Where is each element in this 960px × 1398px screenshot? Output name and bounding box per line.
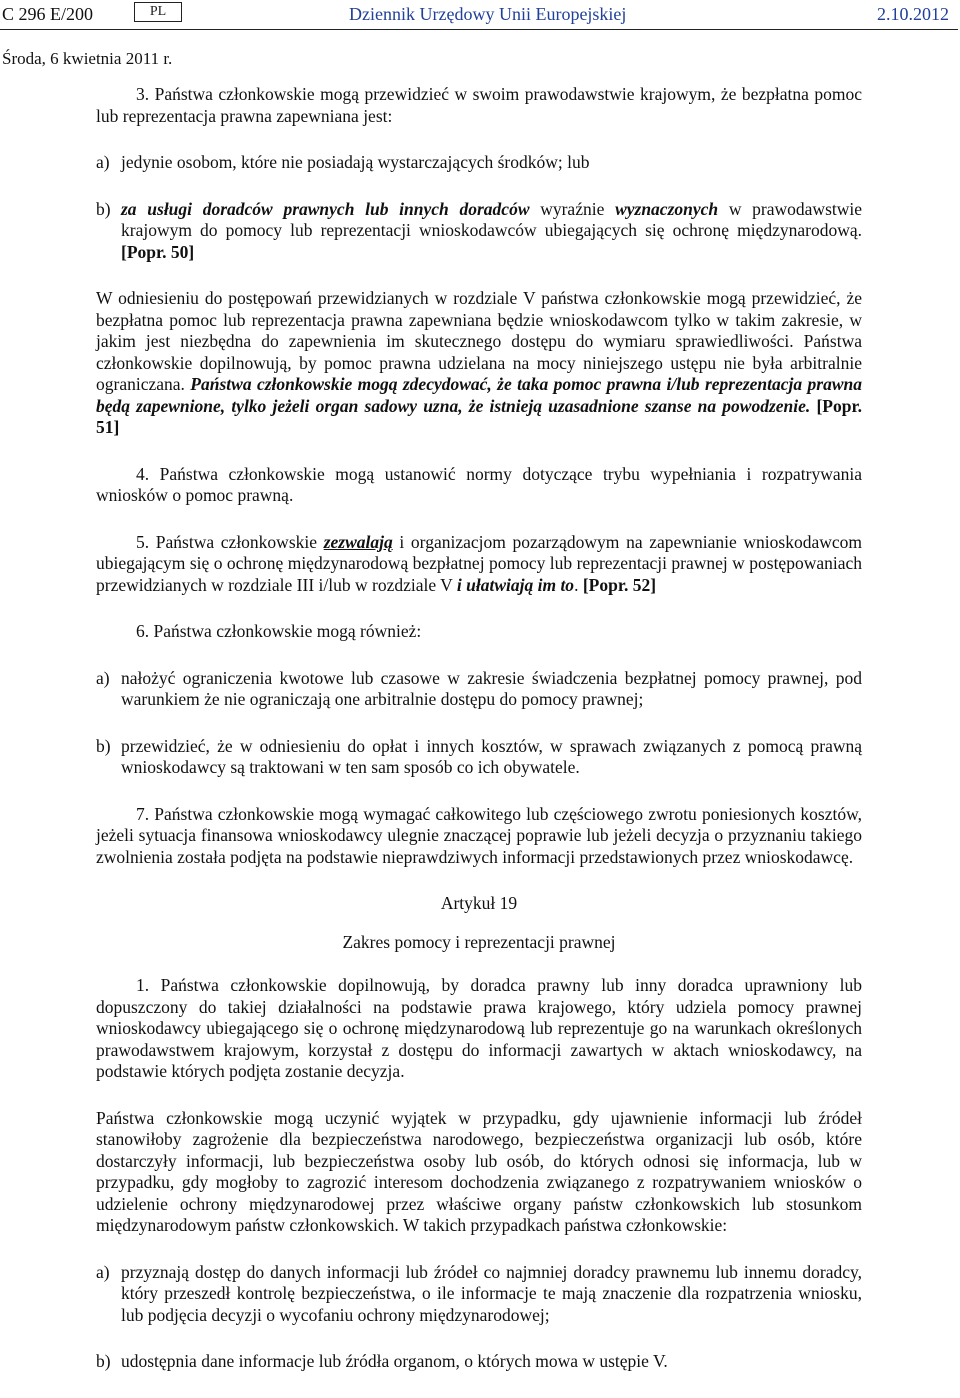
oj-series-code: C 296 E/200 <box>2 4 94 24</box>
point-text: nałożyć ograniczenia kwotowe lub czasowe w zakresie świadczenia bezpłatnej pomocy prawnej, pod warunkiem że nie ograniczają one arbitralnie dostępu do pomocy prawnej; <box>121 667 862 709</box>
paragraph-6-point-a <box>96 668 862 711</box>
point-label: b) <box>96 198 111 219</box>
article-19-point-a <box>96 1262 862 1327</box>
sitting-date: Środa, 6 kwietnia 2011 r. <box>2 49 173 68</box>
header-divider <box>0 29 958 30</box>
point-label: b) <box>96 1351 111 1371</box>
journal-title: Dziennik Urzędowy Unii Europejskiej <box>349 4 627 24</box>
amended-text: zezwalają <box>323 531 393 552</box>
paragraph-3-point-a <box>96 152 862 174</box>
point-label: a) <box>96 1261 110 1282</box>
point-text: jedynie osobom, które nie posiadają wystarczających środków; lub <box>121 152 590 172</box>
article-19-paragraph-1: 1. Państwa członkowskie dopilnowują, by doradca prawny lub inny doradca uprawniony lub dopuszczony do takiej działalności na podstawie prawa krajowego, który udziela pomocy prawnej wnioskodawcy ubiegającego się o ochronę międzynarodową lub reprezentuje go na warunkach określonych prawodawstwem krajowym, korzystał z dostępu do informacji zawartych w aktach wnioskodawcy, na podstawie których podjęta zostanie decyzja. <box>96 975 862 1081</box>
point-text: udostępnia dane informacje lub źródła organom, o których mowa w ustępie V. <box>121 1351 668 1371</box>
publication-date: 2.10.2012 <box>877 4 949 24</box>
paragraph-4: 4. Państwa członkowskie mogą ustanowić normy dotyczące trybu wypełniania i rozpatrywania wniosków o pomoc prawną. <box>96 463 862 505</box>
paragraph-3-subparagraph: W odniesieniu do postępowań przewidzianych w rozdziale V państwa członkowskie mogą przewidzieć, że bezpłatna pomoc lub reprezentacja prawna zapewniana będzie wnioskodawcom tylko w takim zakresie, w jakim jest niezbędna do zapewnienia im skutecznego dostępu do wymiaru sprawiedliwości. Państwa członkowskie dopilnowują, by pomoc prawna udzielana na mocy niniejszego ustępu nie była arbitralnie ograniczana. Państwa członkowskie mogą zdecydować, że taka pomoc prawna i/lub reprezentacja prawna będą zapewnione, tylko jeżeli organ sadowy uzna, że istnieją uzasadnione szanse na powodzenie. [Popr. 51] <box>96 288 862 437</box>
amended-text: i ułatwiają im to <box>456 574 575 595</box>
paragraph-3: 3. Państwa członkowskie mogą przewidzieć w swoim prawodawstwie krajowym, że bezpłatna pomoc lub reprezentacja prawna zapewniana jest: <box>96 84 862 126</box>
paragraph-6: 6. Państwa członkowskie mogą również: <box>136 621 422 641</box>
document-body <box>96 84 862 1398</box>
amendment-ref: [Popr. 50] <box>121 241 195 262</box>
page-header <box>0 3 960 29</box>
point-text: za usługi doradców prawnych lub innych doradców wyraźnie wyznaczonych w prawodawstwie krajowym do pomocy lub reprezentacji wnioskodawców ubiegających się ochronę międzynarodową. [Popr. 50] <box>121 198 863 262</box>
amendment-ref: [Popr. 52] <box>582 574 657 595</box>
amended-text: Państwa członkowskie mogą zdecydować, że taka pomoc prawna i/lub reprezentacja prawna będą zapewnione, tylko jeżeli organ sadowy uzna, że istnieją uzasadnione szanse na powodzenie. <box>96 374 862 416</box>
article-19-point-b <box>96 1351 862 1373</box>
article-19-paragraph-1-exception: Państwa członkowskie mogą uczynić wyjątek w przypadku, gdy ujawnienie informacji lub źródeł stanowiłoby zagrożenie dla bezpieczeństwa narodowego, bezpieczeństwa organizacji lub osób, które dostarczyły informacji, lub bezpieczeństwa osoby lub osób, do których odnosi się informacja, lub w przypadku, gdy mogłoby to zagrozić interesom dochodzenia związanego z rozpatrywaniem wniosków o udzielenie ochrony międzynarodowej przez właściwe organy państw członkowskich lub stosunkom międzynarodowym państw członkowskich. W takich przypadkach państwa członkowskie: <box>96 1107 862 1235</box>
language-badge: PL <box>134 2 182 22</box>
amendment-ref: [Popr. 51] <box>96 395 862 437</box>
point-text: przewidzieć, że w odniesieniu do opłat i innych kosztów, w sprawach związanych z pomocą prawną wnioskodawcy są traktowani w ten sam sposób co ich obywatele. <box>121 735 862 777</box>
point-label: a) <box>96 667 110 688</box>
paragraph-7: 7. Państwa członkowskie mogą wymagać całkowitego lub częściowego zwrotu poniesionych kosztów, jeżeli sytuacja finansowa wnioskodawcy ulegnie znaczącej poprawie lub jeżeli decyzja o przyznaniu takiego zwolnienia została podjęta na podstawie nieprawdziwych informacji przedstawionych przez wnioskodawcę. <box>96 803 862 867</box>
point-label: a) <box>96 152 110 172</box>
amended-text: za usługi doradców prawnych lub innych doradców <box>121 198 530 219</box>
point-label: b) <box>96 735 111 756</box>
amended-text: wyznaczonych <box>615 198 719 219</box>
paragraph-3-point-b <box>96 199 862 264</box>
article-title: Zakres pomocy i reprezentacji prawnej <box>342 931 616 952</box>
article-number: Artykuł 19 <box>440 893 518 913</box>
paragraph-5: 5. Państwa członkowskie zezwalają i organizacjom pozarządowym na zapewnianie wnioskodawcom ubiegającym się o ochronę międzynarodową bezpłatnej pomocy lub reprezentacji prawnej w postępowaniach przewidzianych w rozdziale III i/lub w rozdziale V i ułatwiają im to. [Popr. 52] <box>96 531 862 595</box>
paragraph-6-point-b <box>96 736 862 779</box>
point-text: przyznają dostęp do danych informacji lub źródeł co najmniej doradcy prawnemu lub innemu doradcy, który przeszedł kontrolę bezpieczeństwa, o ile informacje te mają znaczenie dla rozpatrzenia wniosku, lub podjęcia decyzji o wycofaniu ochrony międzynarodowej; <box>121 1261 862 1325</box>
